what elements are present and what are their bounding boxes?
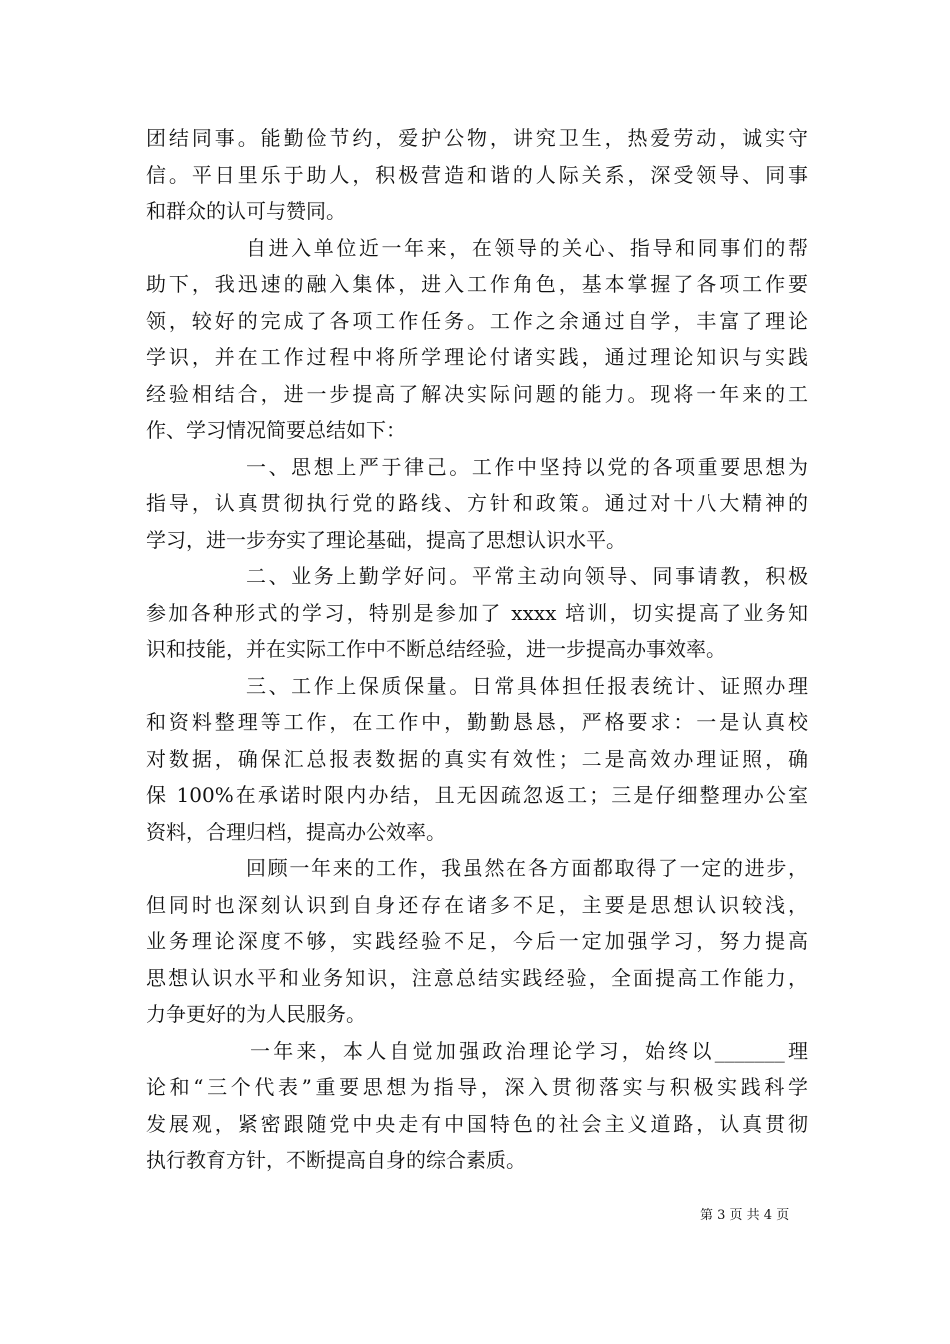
document-body: [146, 120, 808, 1179]
text-line: 信。平日里乐于助人，积极营造和谐的人际关系，深受领导、同事: [146, 162, 808, 187]
text-line: 二、业务上勤学好问。平常主动向领导、同事请教，积极: [246, 564, 808, 588]
text-line: 助下，我迅速的融入集体，进入工作角色，基本掌握了各项工作要: [146, 272, 808, 296]
text-line: 学识，并在工作过程中将所学理论付诸实践，通过理论知识与实践: [146, 345, 808, 369]
text-line: 和资料整理等工作，在工作中，勤勤恳恳，严格要求：一是认真校: [146, 710, 808, 734]
text-line: 团结同事。能勤俭节约，爱护公物，讲究卫生，热爱劳动，诚实守: [146, 126, 808, 150]
text-line: 论和“三个代表”重要思想为指导，深入贯彻落实与积极实践科学: [146, 1075, 808, 1099]
text-line: 力争更好的为人民服务。: [146, 1002, 366, 1026]
text-line: 作、学习情况简要总结如下：: [146, 418, 406, 442]
paragraph: [146, 850, 808, 1033]
text-line: 执行教育方针，不断提高自身的综合素质。: [146, 1148, 526, 1172]
text-line: 但同时也深刻认识到自身还存在诸多不足，主要是思想认识较浅，: [146, 892, 808, 917]
text-line: 三、工作上保质保量。日常具体担任报表统计、证照办理: [246, 673, 808, 698]
paragraph: [146, 230, 808, 449]
paragraph: [146, 668, 808, 851]
text-line: 自进入单位近一年来，在领导的关心、指导和同事们的帮: [246, 235, 808, 260]
paragraph: [146, 1033, 808, 1179]
page-number-footer: 第 3 页 共 4 页: [700, 1208, 790, 1223]
text-line: 领，较好的完成了各项工作任务。工作之余通过自学，丰富了理论: [146, 308, 808, 333]
text-line: 保 100%在承诺时限内办结，且无因疏忽返工；三是仔细整理办公室: [146, 783, 808, 807]
text-line: 资料，合理归档，提高办公效率。: [146, 819, 446, 844]
text-line: 业务理论深度不够，实践经验不足，今后一定加强学习，努力提高: [146, 929, 808, 953]
text-line: 一年来，本人自觉加强政治理论学习，始终以_______理: [250, 1038, 808, 1063]
text-line: 对数据，确保汇总报表数据的真实有效性；二是高效办理证照，确: [146, 746, 808, 771]
paragraph: [146, 120, 808, 230]
text-line: 学习，进一步夯实了理论基础，提高了思想认识水平。: [146, 527, 626, 552]
paragraph: [146, 449, 808, 559]
text-line: 思想认识水平和业务知识，注意总结实践经验，全面提高工作能力，: [146, 965, 808, 990]
text-line: 回顾一年来的工作，我虽然在各方面都取得了一定的进步，: [246, 856, 808, 880]
text-line: 指导，认真贯彻执行党的路线、方针和政策。通过对十八大精神的: [146, 491, 808, 515]
text-line: 发展观，紧密跟随党中央走有中国特色的社会主义道路，认真贯彻: [146, 1111, 808, 1136]
paragraph: [146, 558, 808, 668]
text-line: 参加各种形式的学习，特别是参加了 xxxx 培训，切实提高了业务知: [146, 600, 808, 625]
text-line: 识和技能，并在实际工作中不断总结经验，进一步提高办事效率。: [146, 637, 726, 661]
text-line: 和群众的认可与赞同。: [146, 199, 346, 223]
text-line: 经验相结合，进一步提高了解决实际问题的能力。现将一年来的工: [146, 381, 808, 406]
text-line: 一、思想上严于律己。工作中坚持以党的各项重要思想为: [246, 454, 808, 479]
